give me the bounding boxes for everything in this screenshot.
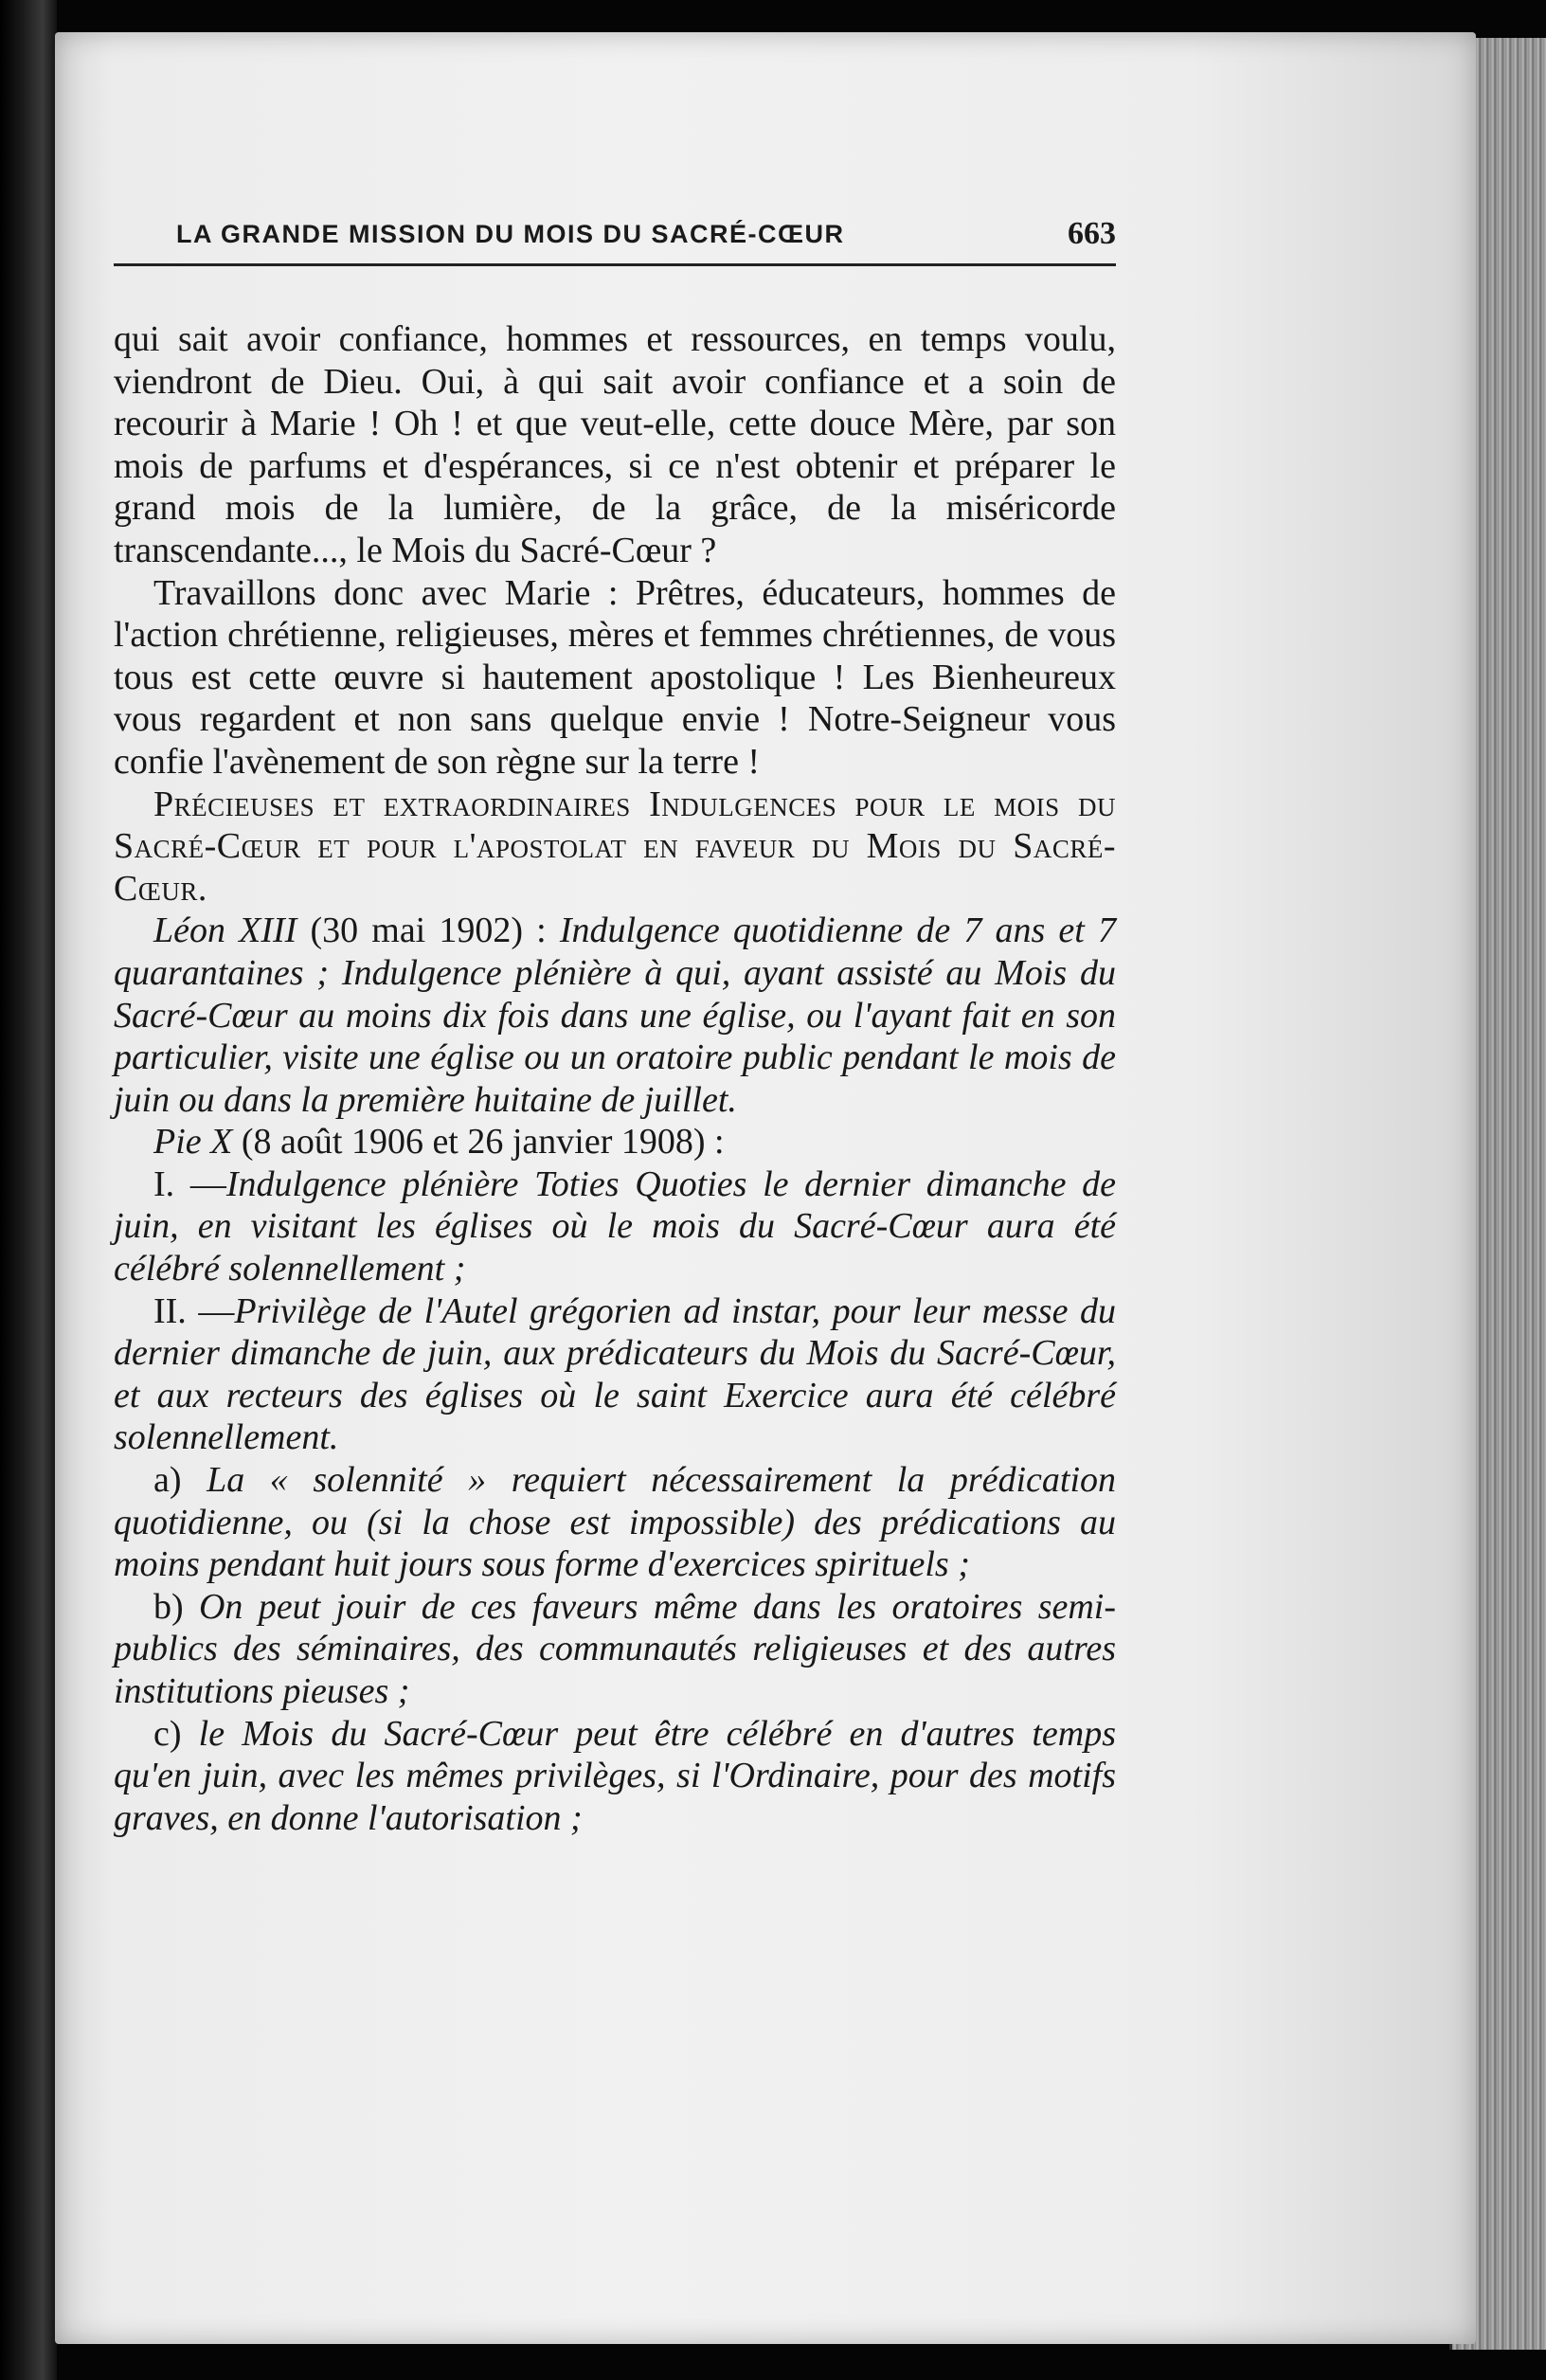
- page-number: 663: [1068, 216, 1116, 251]
- list-number: I. —: [153, 1163, 226, 1204]
- list-item-ii: [114, 1290, 1116, 1459]
- list-letter: a): [153, 1460, 182, 1501]
- list-text: le Mois du Sacré-Cœur peut être célébré en d'autres temps qu'en juin, avec les mêmes privilèges, si l'Ordinaire, pour des motifs graves, en donne l'autorisation ;: [114, 1713, 1116, 1838]
- list-letter: c): [153, 1713, 182, 1754]
- list-item-b: [114, 1586, 1116, 1713]
- page-header: [114, 207, 1116, 266]
- paragraph-leo-xiii: [114, 910, 1116, 1121]
- decree-text: Indulgence quotidienne de 7 ans et 7 quarantaines ; Indulgence plénière à qui, ayant assisté au Mois du Sacré-Cœur au moins dix fois dans une église, ou l'ayant fait en son particulier, visite une église ou un oratoire public pendant le mois de juin ou dans la première huitaine de juillet.: [114, 911, 1116, 1120]
- list-text: On peut jouir de ces faveurs même dans les oratoires semi-publics des séminaires, des communautés religieuses et des autres institutions pieuses ;: [114, 1586, 1117, 1711]
- body-text: [114, 318, 1116, 1839]
- list-text: Indulgence plénière Toties Quoties le dernier dimanche de juin, en visitant les églises où le mois du Sacré-Cœur aura été célébré solennellement ;: [114, 1163, 1117, 1289]
- running-title: LA GRANDE MISSION DU MOIS DU SACRÉ-CŒUR: [176, 220, 845, 248]
- paragraph-1: qui sait avoir confiance, hommes et ressources, en temps voulu, viendront de Dieu. Oui, à qui sait avoir confiance et a soin de recourir à Marie ! Oh ! et que veut-elle, cette douce Mère, par son mois de parfums et d'espérances, si ce n'est obtenir et préparer le grand mois de la lumière, de la grâce, de la miséricorde transcendante..., le Mois du Sacré-Cœur ?: [114, 319, 1116, 570]
- book-binding-left: [0, 0, 57, 2380]
- list-text: La « solennité » requiert nécessairement la prédication quotidienne, ou (si la chose est impossible) des prédications au moins pendant huit jours sous forme d'exercices spirituels ;: [114, 1460, 1117, 1585]
- paragraph-2: Travaillons donc avec Marie : Prêtres, éducateurs, hommes de l'action chrétienne, religieuses, mères et femmes chrétiennes, de vous tous est cette œuvre si hautement apostolique ! Les Bienheureux vous regardent et non sans quelque envie ! Notre-Seigneur vous confie l'avènement de son règne sur la terre !: [114, 572, 1116, 782]
- list-item-i: [114, 1163, 1116, 1290]
- decree-date: (30 mai 1902) :: [310, 911, 547, 951]
- list-item-a: [114, 1459, 1116, 1586]
- list-text: Privilège de l'Autel grégorien ad instar, pour leur messe du dernier dimanche de juin, aux prédicateurs du Mois du Sacré-Cœur, et aux recteurs des églises où le saint Exercice aura été célébré solennellement.: [114, 1290, 1116, 1458]
- list-item-c: [114, 1713, 1116, 1840]
- list-letter: b): [153, 1586, 184, 1627]
- decree-date: (8 août 1906 et 26 janvier 1908) :: [241, 1122, 725, 1163]
- list-number: II. —: [153, 1290, 235, 1331]
- pope-name: Pie X: [153, 1122, 233, 1163]
- indulgences-heading: Précieuses et extraordinaires Indulgences pour le mois du Sacré-Cœur et pour l'apostolat en faveur du Mois du Sacré-Cœur.: [114, 784, 1116, 909]
- paragraph-pius-x: [114, 1121, 1116, 1163]
- pope-name: Léon XIII: [153, 911, 297, 951]
